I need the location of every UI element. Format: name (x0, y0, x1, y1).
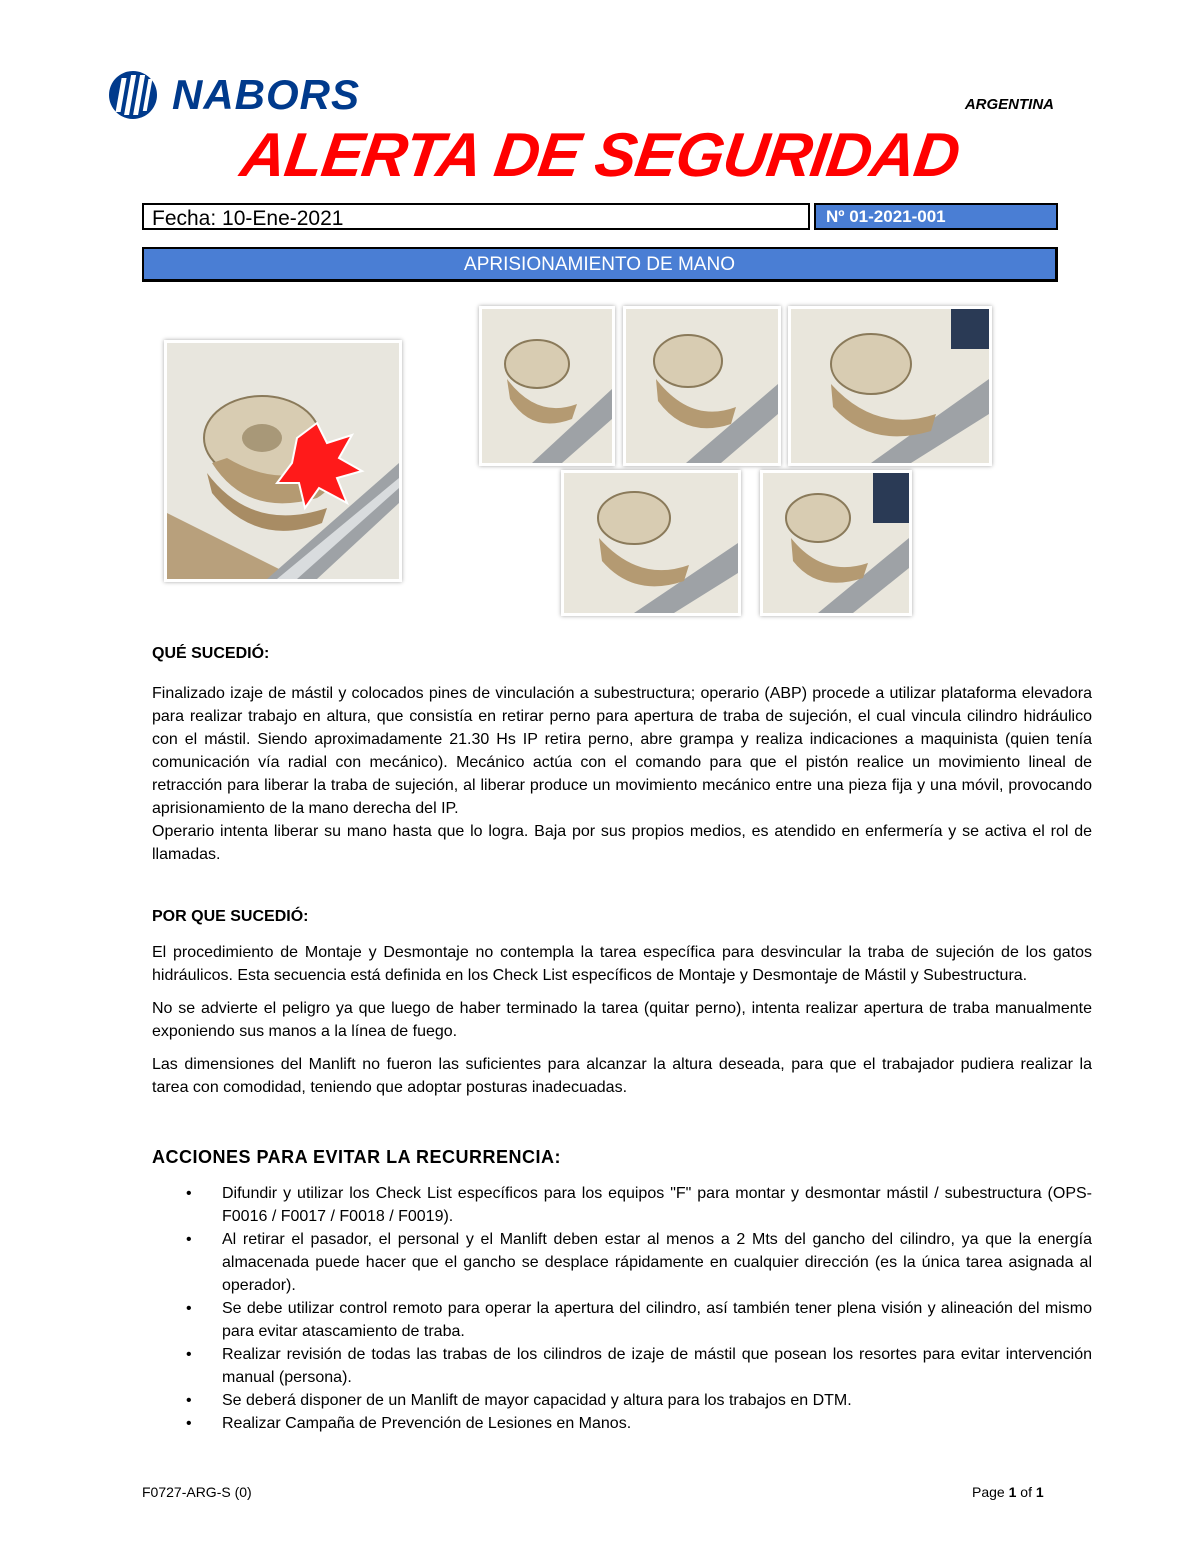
list-item: • Se deberá disponer de un Manlift de mayor capacidad y altura para los trabajos en DTM. (152, 1389, 1092, 1412)
alert-title: ALERTA DE SEGURIDAD (236, 121, 964, 190)
alert-number: Nº 01-2021-001 (814, 203, 1058, 230)
list-item: • Al retirar el pasador, el personal y el Manlift deben estar al menos a 2 Mts del gancho del cilindro, ya que la energía almacenada puede hacer que el gancho se desplace rápidamente en cualquier dirección (es la única tarea asignada al operador). (152, 1228, 1092, 1297)
sequence-photo-3 (788, 306, 992, 466)
list-item: • Difundir y utilizar los Check List específicos para los equipos "F" para montar y desmontar mástil / subestructura (OPS-F0016 / F0017 / F0018 / F0019). (152, 1182, 1092, 1228)
sequence-photo-2 (623, 306, 781, 466)
sequence-photo-1 (479, 306, 615, 466)
page-total: 1 (1035, 1484, 1044, 1500)
main-photo-image (167, 343, 399, 579)
sequence-photo-4-image (564, 473, 738, 613)
date-field: Fecha: 10-Ene-2021 (142, 203, 810, 230)
page-indicator (972, 1484, 1044, 1500)
main-photo (164, 340, 402, 582)
sequence-photo-3-image (791, 309, 989, 463)
of-label: of (1020, 1484, 1032, 1500)
sequence-photo-4 (561, 470, 741, 616)
nabors-logo-icon (108, 70, 158, 120)
acciones-list (152, 1182, 1092, 1435)
sequence-photo-5-image (763, 473, 909, 613)
page-label: Page (972, 1484, 1005, 1500)
list-item: • Realizar Campaña de Prevención de Lesiones en Manos. (152, 1412, 1092, 1435)
list-item: • Realizar revisión de todas las trabas de los cilindros de izaje de mástil que posean los resortes para evitar intervención manual (persona). (152, 1343, 1092, 1389)
info-row (142, 203, 1058, 233)
nabors-logo (108, 70, 360, 120)
por-que-paragraph-2: No se advierte el peligro ya que luego de haber terminado la tarea (quitar perno), intenta realizar apertura de traba manualmente exponiendo sus manos a la línea de fuego. (152, 1000, 1092, 1040)
por-que-paragraph-3: Las dimensiones del Manlift no fueron las suficientes para alcanzar la altura deseada, para que el trabajador pudiera realizar la tarea con comodidad, teniendo que adoptar posturas inadecuadas. (152, 1056, 1092, 1096)
acciones-title: ACCIONES PARA EVITAR LA RECURRENCIA: (152, 1147, 562, 1167)
country-label: ARGENTINA (964, 96, 1054, 113)
list-item: • Se debe utilizar control remoto para operar la apertura del cilindro, así también tener plena visión y alineación del mismo para evitar atascamiento de traba. (152, 1297, 1092, 1343)
subject-bar: APRISIONAMIENTO DE MANO (142, 247, 1058, 282)
por-que-paragraph-1: El procedimiento de Montaje y Desmontaje no contempla la tarea específica para desvincular la traba de sujeción de los gatos hidráulicos. Esta secuencia está definida en los Check List específicos de Montaje y Desmontaje de Mástil y Subestructura. (152, 944, 1092, 984)
sequence-photo-1-image (482, 309, 612, 463)
page-number: 1 (1008, 1484, 1017, 1500)
por-que-title: POR QUE SUCEDIÓ: (152, 908, 309, 925)
que-sucedio-paragraph-1: Finalizado izaje de mástil y colocados pines de vinculación a subestructura; operario (ABP) procede a utilizar plataforma elevadora para realizar trabajo en altura, que consistía en retirar perno para apertura de traba de sujeción, el cual vincula cilindro hidráulico con el mástil. Siendo aproximadamente 21.30 Hs IP retira perno, abre grampa y realiza indicaciones a maquinista (quien tenía comunicación vía radial con mecánico). Mecánico actúa con el comando para que el pistón realice un movimiento lineal de retracción para liberar la traba de sujeción, al liberar produce un movimiento mecánico entre una pieza fija y una móvil, provocando aprisionamiento de la mano derecha del IP. (152, 685, 1092, 817)
sequence-photo-5 (760, 470, 912, 616)
que-sucedio-body (152, 682, 1092, 866)
sequence-photo-2-image (626, 309, 778, 463)
form-code: F0727-ARG-S (0) (142, 1484, 252, 1500)
que-sucedio-title: QUÉ SUCEDIÓ: (152, 645, 270, 662)
brand-name: NABORS (172, 71, 361, 118)
que-sucedio-paragraph-2: Operario intenta liberar su mano hasta que lo logra. Baja por sus propios medios, es atendido en enfermería y se activa el rol de llamadas. (152, 823, 1092, 863)
por-que-body (152, 941, 1092, 1099)
